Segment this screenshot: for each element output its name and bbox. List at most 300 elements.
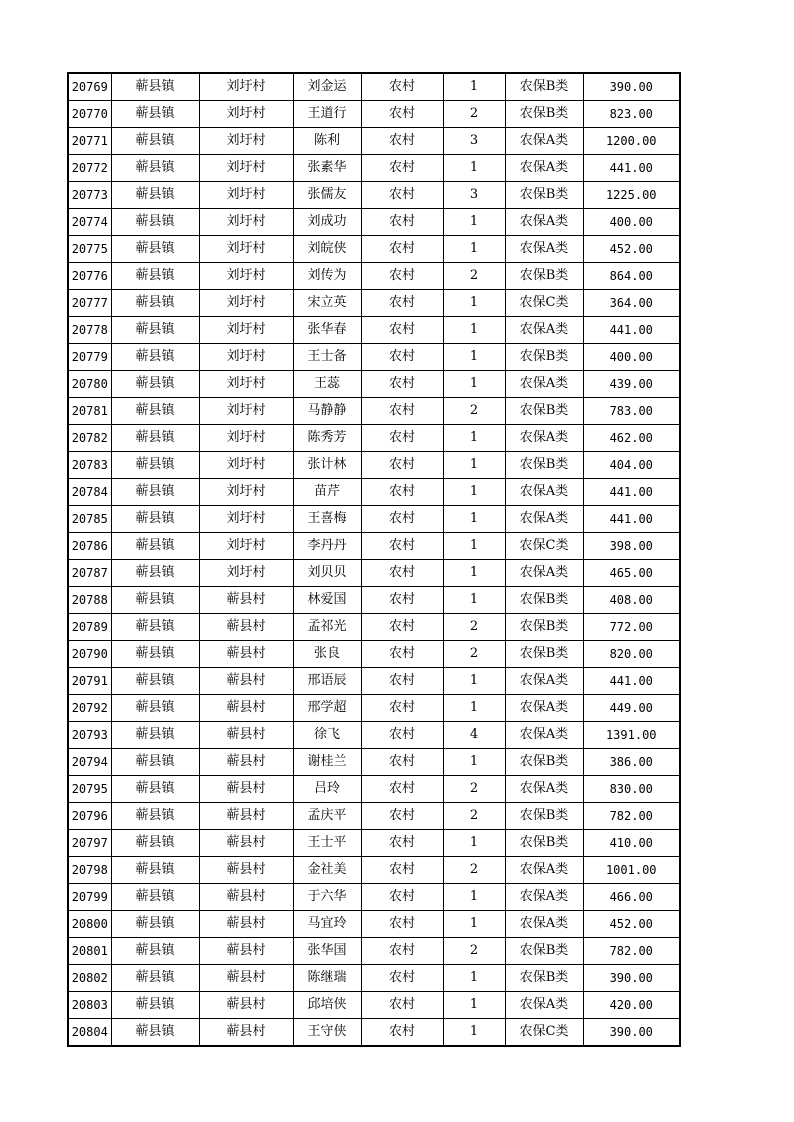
household-size-cell: 1 xyxy=(443,830,505,857)
household-size-cell: 1 xyxy=(443,749,505,776)
record-number-cell: 20789 xyxy=(68,614,111,641)
amount-cell: 441.00 xyxy=(583,479,680,506)
record-number-cell: 20775 xyxy=(68,236,111,263)
insurance-class-cell: 农保A类 xyxy=(505,209,583,236)
record-number-cell: 20778 xyxy=(68,317,111,344)
table-row xyxy=(68,101,680,128)
town-cell: 蕲县镇 xyxy=(111,155,199,182)
town-cell: 蕲县镇 xyxy=(111,641,199,668)
record-number-cell: 20794 xyxy=(68,749,111,776)
insurance-class-cell: 农保B类 xyxy=(505,101,583,128)
town-cell: 蕲县镇 xyxy=(111,506,199,533)
village-cell: 刘圩村 xyxy=(199,236,293,263)
household-size-cell: 1 xyxy=(443,560,505,587)
household-size-cell: 2 xyxy=(443,614,505,641)
amount-cell: 1200.00 xyxy=(583,128,680,155)
table-row xyxy=(68,73,680,101)
area-type-cell: 农村 xyxy=(361,344,443,371)
insurance-class-cell: 农保A类 xyxy=(505,371,583,398)
name-cell: 刘传为 xyxy=(293,263,361,290)
record-number-cell: 20771 xyxy=(68,128,111,155)
amount-cell: 783.00 xyxy=(583,398,680,425)
village-cell: 刘圩村 xyxy=(199,73,293,101)
town-cell: 蕲县镇 xyxy=(111,398,199,425)
amount-cell: 398.00 xyxy=(583,533,680,560)
town-cell: 蕲县镇 xyxy=(111,830,199,857)
household-size-cell: 1 xyxy=(443,479,505,506)
table-row xyxy=(68,506,680,533)
area-type-cell: 农村 xyxy=(361,371,443,398)
amount-cell: 390.00 xyxy=(583,73,680,101)
table-row xyxy=(68,587,680,614)
town-cell: 蕲县镇 xyxy=(111,776,199,803)
name-cell: 刘皖侠 xyxy=(293,236,361,263)
village-cell: 蕲县村 xyxy=(199,749,293,776)
name-cell: 陈秀芳 xyxy=(293,425,361,452)
insurance-class-cell: 农保B类 xyxy=(505,830,583,857)
town-cell: 蕲县镇 xyxy=(111,182,199,209)
village-cell: 蕲县村 xyxy=(199,830,293,857)
amount-cell: 400.00 xyxy=(583,344,680,371)
insurance-class-cell: 农保B类 xyxy=(505,803,583,830)
household-size-cell: 2 xyxy=(443,938,505,965)
record-number-cell: 20800 xyxy=(68,911,111,938)
town-cell: 蕲县镇 xyxy=(111,749,199,776)
area-type-cell: 农村 xyxy=(361,398,443,425)
town-cell: 蕲县镇 xyxy=(111,290,199,317)
name-cell: 邱培侠 xyxy=(293,992,361,1019)
household-size-cell: 1 xyxy=(443,587,505,614)
insurance-class-cell: 农保A类 xyxy=(505,722,583,749)
insurance-class-cell: 农保A类 xyxy=(505,506,583,533)
amount-cell: 466.00 xyxy=(583,884,680,911)
insurance-class-cell: 农保B类 xyxy=(505,749,583,776)
record-number-cell: 20770 xyxy=(68,101,111,128)
village-cell: 刘圩村 xyxy=(199,209,293,236)
village-cell: 刘圩村 xyxy=(199,155,293,182)
name-cell: 王士平 xyxy=(293,830,361,857)
insurance-class-cell: 农保A类 xyxy=(505,560,583,587)
table-row xyxy=(68,425,680,452)
name-cell: 刘成功 xyxy=(293,209,361,236)
insurance-class-cell: 农保B类 xyxy=(505,73,583,101)
name-cell: 孟祁光 xyxy=(293,614,361,641)
record-number-cell: 20779 xyxy=(68,344,111,371)
household-size-cell: 1 xyxy=(443,884,505,911)
area-type-cell: 农村 xyxy=(361,452,443,479)
household-size-cell: 1 xyxy=(443,236,505,263)
household-size-cell: 2 xyxy=(443,263,505,290)
table-row xyxy=(68,776,680,803)
table-row xyxy=(68,884,680,911)
area-type-cell: 农村 xyxy=(361,830,443,857)
name-cell: 吕玲 xyxy=(293,776,361,803)
village-cell: 刘圩村 xyxy=(199,101,293,128)
household-size-cell: 1 xyxy=(443,317,505,344)
amount-cell: 1225.00 xyxy=(583,182,680,209)
town-cell: 蕲县镇 xyxy=(111,857,199,884)
village-cell: 刘圩村 xyxy=(199,425,293,452)
table-row xyxy=(68,452,680,479)
household-size-cell: 2 xyxy=(443,803,505,830)
name-cell: 王喜梅 xyxy=(293,506,361,533)
household-size-cell: 1 xyxy=(443,73,505,101)
insurance-class-cell: 农保B类 xyxy=(505,938,583,965)
record-number-cell: 20785 xyxy=(68,506,111,533)
insurance-class-cell: 农保A类 xyxy=(505,911,583,938)
record-number-cell: 20801 xyxy=(68,938,111,965)
record-number-cell: 20786 xyxy=(68,533,111,560)
area-type-cell: 农村 xyxy=(361,128,443,155)
record-number-cell: 20799 xyxy=(68,884,111,911)
name-cell: 张华国 xyxy=(293,938,361,965)
amount-cell: 782.00 xyxy=(583,938,680,965)
household-size-cell: 1 xyxy=(443,506,505,533)
amount-cell: 772.00 xyxy=(583,614,680,641)
household-size-cell: 1 xyxy=(443,155,505,182)
name-cell: 刘金运 xyxy=(293,73,361,101)
insurance-class-cell: 农保A类 xyxy=(505,695,583,722)
area-type-cell: 农村 xyxy=(361,911,443,938)
record-number-cell: 20782 xyxy=(68,425,111,452)
record-number-cell: 20790 xyxy=(68,641,111,668)
village-cell: 刘圩村 xyxy=(199,290,293,317)
insurance-class-cell: 农保A类 xyxy=(505,992,583,1019)
table-row xyxy=(68,398,680,425)
record-number-cell: 20804 xyxy=(68,1019,111,1047)
record-number-cell: 20769 xyxy=(68,73,111,101)
village-cell: 蕲县村 xyxy=(199,992,293,1019)
table-row xyxy=(68,128,680,155)
name-cell: 苗芹 xyxy=(293,479,361,506)
town-cell: 蕲县镇 xyxy=(111,236,199,263)
area-type-cell: 农村 xyxy=(361,1019,443,1047)
village-cell: 蕲县村 xyxy=(199,803,293,830)
insurance-class-cell: 农保B类 xyxy=(505,452,583,479)
amount-cell: 390.00 xyxy=(583,1019,680,1047)
area-type-cell: 农村 xyxy=(361,533,443,560)
amount-cell: 449.00 xyxy=(583,695,680,722)
name-cell: 金社美 xyxy=(293,857,361,884)
area-type-cell: 农村 xyxy=(361,290,443,317)
amount-cell: 386.00 xyxy=(583,749,680,776)
area-type-cell: 农村 xyxy=(361,884,443,911)
name-cell: 林爱国 xyxy=(293,587,361,614)
insurance-class-cell: 农保A类 xyxy=(505,857,583,884)
insurance-class-cell: 农保B类 xyxy=(505,263,583,290)
record-number-cell: 20777 xyxy=(68,290,111,317)
insurance-class-cell: 农保C类 xyxy=(505,533,583,560)
name-cell: 宋立英 xyxy=(293,290,361,317)
village-cell: 刘圩村 xyxy=(199,371,293,398)
name-cell: 王蕊 xyxy=(293,371,361,398)
insurance-class-cell: 农保A类 xyxy=(505,479,583,506)
household-size-cell: 1 xyxy=(443,290,505,317)
amount-cell: 441.00 xyxy=(583,155,680,182)
amount-cell: 390.00 xyxy=(583,965,680,992)
name-cell: 徐飞 xyxy=(293,722,361,749)
record-number-cell: 20772 xyxy=(68,155,111,182)
village-cell: 刘圩村 xyxy=(199,479,293,506)
area-type-cell: 农村 xyxy=(361,73,443,101)
village-cell: 蕲县村 xyxy=(199,641,293,668)
table-row xyxy=(68,803,680,830)
area-type-cell: 农村 xyxy=(361,209,443,236)
record-number-cell: 20781 xyxy=(68,398,111,425)
village-cell: 刘圩村 xyxy=(199,317,293,344)
amount-cell: 462.00 xyxy=(583,425,680,452)
village-cell: 蕲县村 xyxy=(199,857,293,884)
amount-cell: 364.00 xyxy=(583,290,680,317)
name-cell: 邢语辰 xyxy=(293,668,361,695)
household-size-cell: 2 xyxy=(443,101,505,128)
town-cell: 蕲县镇 xyxy=(111,911,199,938)
town-cell: 蕲县镇 xyxy=(111,128,199,155)
village-cell: 刘圩村 xyxy=(199,452,293,479)
area-type-cell: 农村 xyxy=(361,857,443,884)
table-row xyxy=(68,911,680,938)
amount-cell: 404.00 xyxy=(583,452,680,479)
record-number-cell: 20802 xyxy=(68,965,111,992)
area-type-cell: 农村 xyxy=(361,803,443,830)
name-cell: 张计林 xyxy=(293,452,361,479)
area-type-cell: 农村 xyxy=(361,263,443,290)
amount-cell: 465.00 xyxy=(583,560,680,587)
record-number-cell: 20776 xyxy=(68,263,111,290)
amount-cell: 452.00 xyxy=(583,911,680,938)
household-size-cell: 4 xyxy=(443,722,505,749)
name-cell: 张华春 xyxy=(293,317,361,344)
table-row xyxy=(68,938,680,965)
record-number-cell: 20793 xyxy=(68,722,111,749)
area-type-cell: 农村 xyxy=(361,938,443,965)
town-cell: 蕲县镇 xyxy=(111,209,199,236)
insurance-class-cell: 农保B类 xyxy=(505,614,583,641)
area-type-cell: 农村 xyxy=(361,695,443,722)
area-type-cell: 农村 xyxy=(361,776,443,803)
insurance-class-cell: 农保A类 xyxy=(505,425,583,452)
name-cell: 谢桂兰 xyxy=(293,749,361,776)
town-cell: 蕲县镇 xyxy=(111,101,199,128)
town-cell: 蕲县镇 xyxy=(111,73,199,101)
household-size-cell: 1 xyxy=(443,911,505,938)
area-type-cell: 农村 xyxy=(361,317,443,344)
table-row xyxy=(68,614,680,641)
table-row xyxy=(68,155,680,182)
name-cell: 孟庆平 xyxy=(293,803,361,830)
record-number-cell: 20798 xyxy=(68,857,111,884)
area-type-cell: 农村 xyxy=(361,965,443,992)
table-row xyxy=(68,830,680,857)
household-size-cell: 1 xyxy=(443,965,505,992)
insurance-class-cell: 农保B类 xyxy=(505,182,583,209)
village-cell: 蕲县村 xyxy=(199,1019,293,1047)
insurance-class-cell: 农保A类 xyxy=(505,155,583,182)
table-row xyxy=(68,533,680,560)
area-type-cell: 农村 xyxy=(361,560,443,587)
name-cell: 马静静 xyxy=(293,398,361,425)
record-number-cell: 20783 xyxy=(68,452,111,479)
name-cell: 王士备 xyxy=(293,344,361,371)
insurance-class-cell: 农保A类 xyxy=(505,317,583,344)
name-cell: 张素华 xyxy=(293,155,361,182)
village-cell: 蕲县村 xyxy=(199,614,293,641)
amount-cell: 782.00 xyxy=(583,803,680,830)
household-size-cell: 2 xyxy=(443,641,505,668)
record-number-cell: 20791 xyxy=(68,668,111,695)
town-cell: 蕲县镇 xyxy=(111,938,199,965)
town-cell: 蕲县镇 xyxy=(111,884,199,911)
name-cell: 李丹丹 xyxy=(293,533,361,560)
records-table xyxy=(67,72,681,1047)
record-number-cell: 20792 xyxy=(68,695,111,722)
insurance-class-cell: 农保B类 xyxy=(505,965,583,992)
village-cell: 刘圩村 xyxy=(199,533,293,560)
village-cell: 蕲县村 xyxy=(199,911,293,938)
village-cell: 蕲县村 xyxy=(199,776,293,803)
table-row xyxy=(68,236,680,263)
area-type-cell: 农村 xyxy=(361,587,443,614)
table-row xyxy=(68,965,680,992)
household-size-cell: 3 xyxy=(443,128,505,155)
table-row xyxy=(68,695,680,722)
amount-cell: 452.00 xyxy=(583,236,680,263)
household-size-cell: 1 xyxy=(443,371,505,398)
table-row xyxy=(68,317,680,344)
record-number-cell: 20803 xyxy=(68,992,111,1019)
town-cell: 蕲县镇 xyxy=(111,803,199,830)
area-type-cell: 农村 xyxy=(361,641,443,668)
insurance-class-cell: 农保B类 xyxy=(505,587,583,614)
area-type-cell: 农村 xyxy=(361,425,443,452)
household-size-cell: 1 xyxy=(443,425,505,452)
town-cell: 蕲县镇 xyxy=(111,344,199,371)
town-cell: 蕲县镇 xyxy=(111,668,199,695)
town-cell: 蕲县镇 xyxy=(111,722,199,749)
amount-cell: 820.00 xyxy=(583,641,680,668)
amount-cell: 439.00 xyxy=(583,371,680,398)
household-size-cell: 1 xyxy=(443,1019,505,1047)
village-cell: 刘圩村 xyxy=(199,344,293,371)
town-cell: 蕲县镇 xyxy=(111,614,199,641)
table-row xyxy=(68,371,680,398)
amount-cell: 408.00 xyxy=(583,587,680,614)
village-cell: 刘圩村 xyxy=(199,128,293,155)
household-size-cell: 1 xyxy=(443,533,505,560)
area-type-cell: 农村 xyxy=(361,614,443,641)
record-number-cell: 20788 xyxy=(68,587,111,614)
village-cell: 蕲县村 xyxy=(199,722,293,749)
amount-cell: 441.00 xyxy=(583,506,680,533)
household-size-cell: 2 xyxy=(443,398,505,425)
table-row xyxy=(68,479,680,506)
amount-cell: 441.00 xyxy=(583,668,680,695)
insurance-class-cell: 农保A类 xyxy=(505,236,583,263)
town-cell: 蕲县镇 xyxy=(111,371,199,398)
household-size-cell: 2 xyxy=(443,857,505,884)
insurance-class-cell: 农保C类 xyxy=(505,1019,583,1047)
village-cell: 蕲县村 xyxy=(199,587,293,614)
town-cell: 蕲县镇 xyxy=(111,965,199,992)
household-size-cell: 1 xyxy=(443,668,505,695)
village-cell: 蕲县村 xyxy=(199,695,293,722)
amount-cell: 1391.00 xyxy=(583,722,680,749)
insurance-class-cell: 农保A类 xyxy=(505,884,583,911)
insurance-class-cell: 农保C类 xyxy=(505,290,583,317)
household-size-cell: 1 xyxy=(443,452,505,479)
village-cell: 蕲县村 xyxy=(199,668,293,695)
town-cell: 蕲县镇 xyxy=(111,560,199,587)
record-number-cell: 20780 xyxy=(68,371,111,398)
village-cell: 刘圩村 xyxy=(199,182,293,209)
area-type-cell: 农村 xyxy=(361,506,443,533)
name-cell: 马宜玲 xyxy=(293,911,361,938)
name-cell: 于六华 xyxy=(293,884,361,911)
table-row xyxy=(68,722,680,749)
area-type-cell: 农村 xyxy=(361,182,443,209)
record-number-cell: 20796 xyxy=(68,803,111,830)
amount-cell: 823.00 xyxy=(583,101,680,128)
records-table-body xyxy=(68,73,680,1046)
record-number-cell: 20797 xyxy=(68,830,111,857)
table-row xyxy=(68,992,680,1019)
amount-cell: 864.00 xyxy=(583,263,680,290)
table-row xyxy=(68,857,680,884)
household-size-cell: 3 xyxy=(443,182,505,209)
amount-cell: 1001.00 xyxy=(583,857,680,884)
record-number-cell: 20784 xyxy=(68,479,111,506)
town-cell: 蕲县镇 xyxy=(111,425,199,452)
amount-cell: 410.00 xyxy=(583,830,680,857)
insurance-class-cell: 农保A类 xyxy=(505,776,583,803)
area-type-cell: 农村 xyxy=(361,722,443,749)
area-type-cell: 农村 xyxy=(361,155,443,182)
record-number-cell: 20774 xyxy=(68,209,111,236)
table-row xyxy=(68,344,680,371)
town-cell: 蕲县镇 xyxy=(111,992,199,1019)
village-cell: 蕲县村 xyxy=(199,884,293,911)
village-cell: 蕲县村 xyxy=(199,965,293,992)
name-cell: 陈利 xyxy=(293,128,361,155)
area-type-cell: 农村 xyxy=(361,101,443,128)
table-row xyxy=(68,749,680,776)
insurance-class-cell: 农保A类 xyxy=(505,668,583,695)
name-cell: 张良 xyxy=(293,641,361,668)
name-cell: 刘贝贝 xyxy=(293,560,361,587)
village-cell: 刘圩村 xyxy=(199,398,293,425)
amount-cell: 420.00 xyxy=(583,992,680,1019)
record-number-cell: 20773 xyxy=(68,182,111,209)
amount-cell: 830.00 xyxy=(583,776,680,803)
area-type-cell: 农村 xyxy=(361,236,443,263)
amount-cell: 400.00 xyxy=(583,209,680,236)
area-type-cell: 农村 xyxy=(361,749,443,776)
insurance-class-cell: 农保A类 xyxy=(505,128,583,155)
table-row xyxy=(68,641,680,668)
village-cell: 刘圩村 xyxy=(199,506,293,533)
village-cell: 刘圩村 xyxy=(199,263,293,290)
table-row xyxy=(68,1019,680,1047)
name-cell: 陈继瑞 xyxy=(293,965,361,992)
amount-cell: 441.00 xyxy=(583,317,680,344)
village-cell: 刘圩村 xyxy=(199,560,293,587)
table-row xyxy=(68,209,680,236)
table-row xyxy=(68,668,680,695)
household-size-cell: 1 xyxy=(443,344,505,371)
village-cell: 蕲县村 xyxy=(199,938,293,965)
town-cell: 蕲县镇 xyxy=(111,695,199,722)
name-cell: 张儒友 xyxy=(293,182,361,209)
